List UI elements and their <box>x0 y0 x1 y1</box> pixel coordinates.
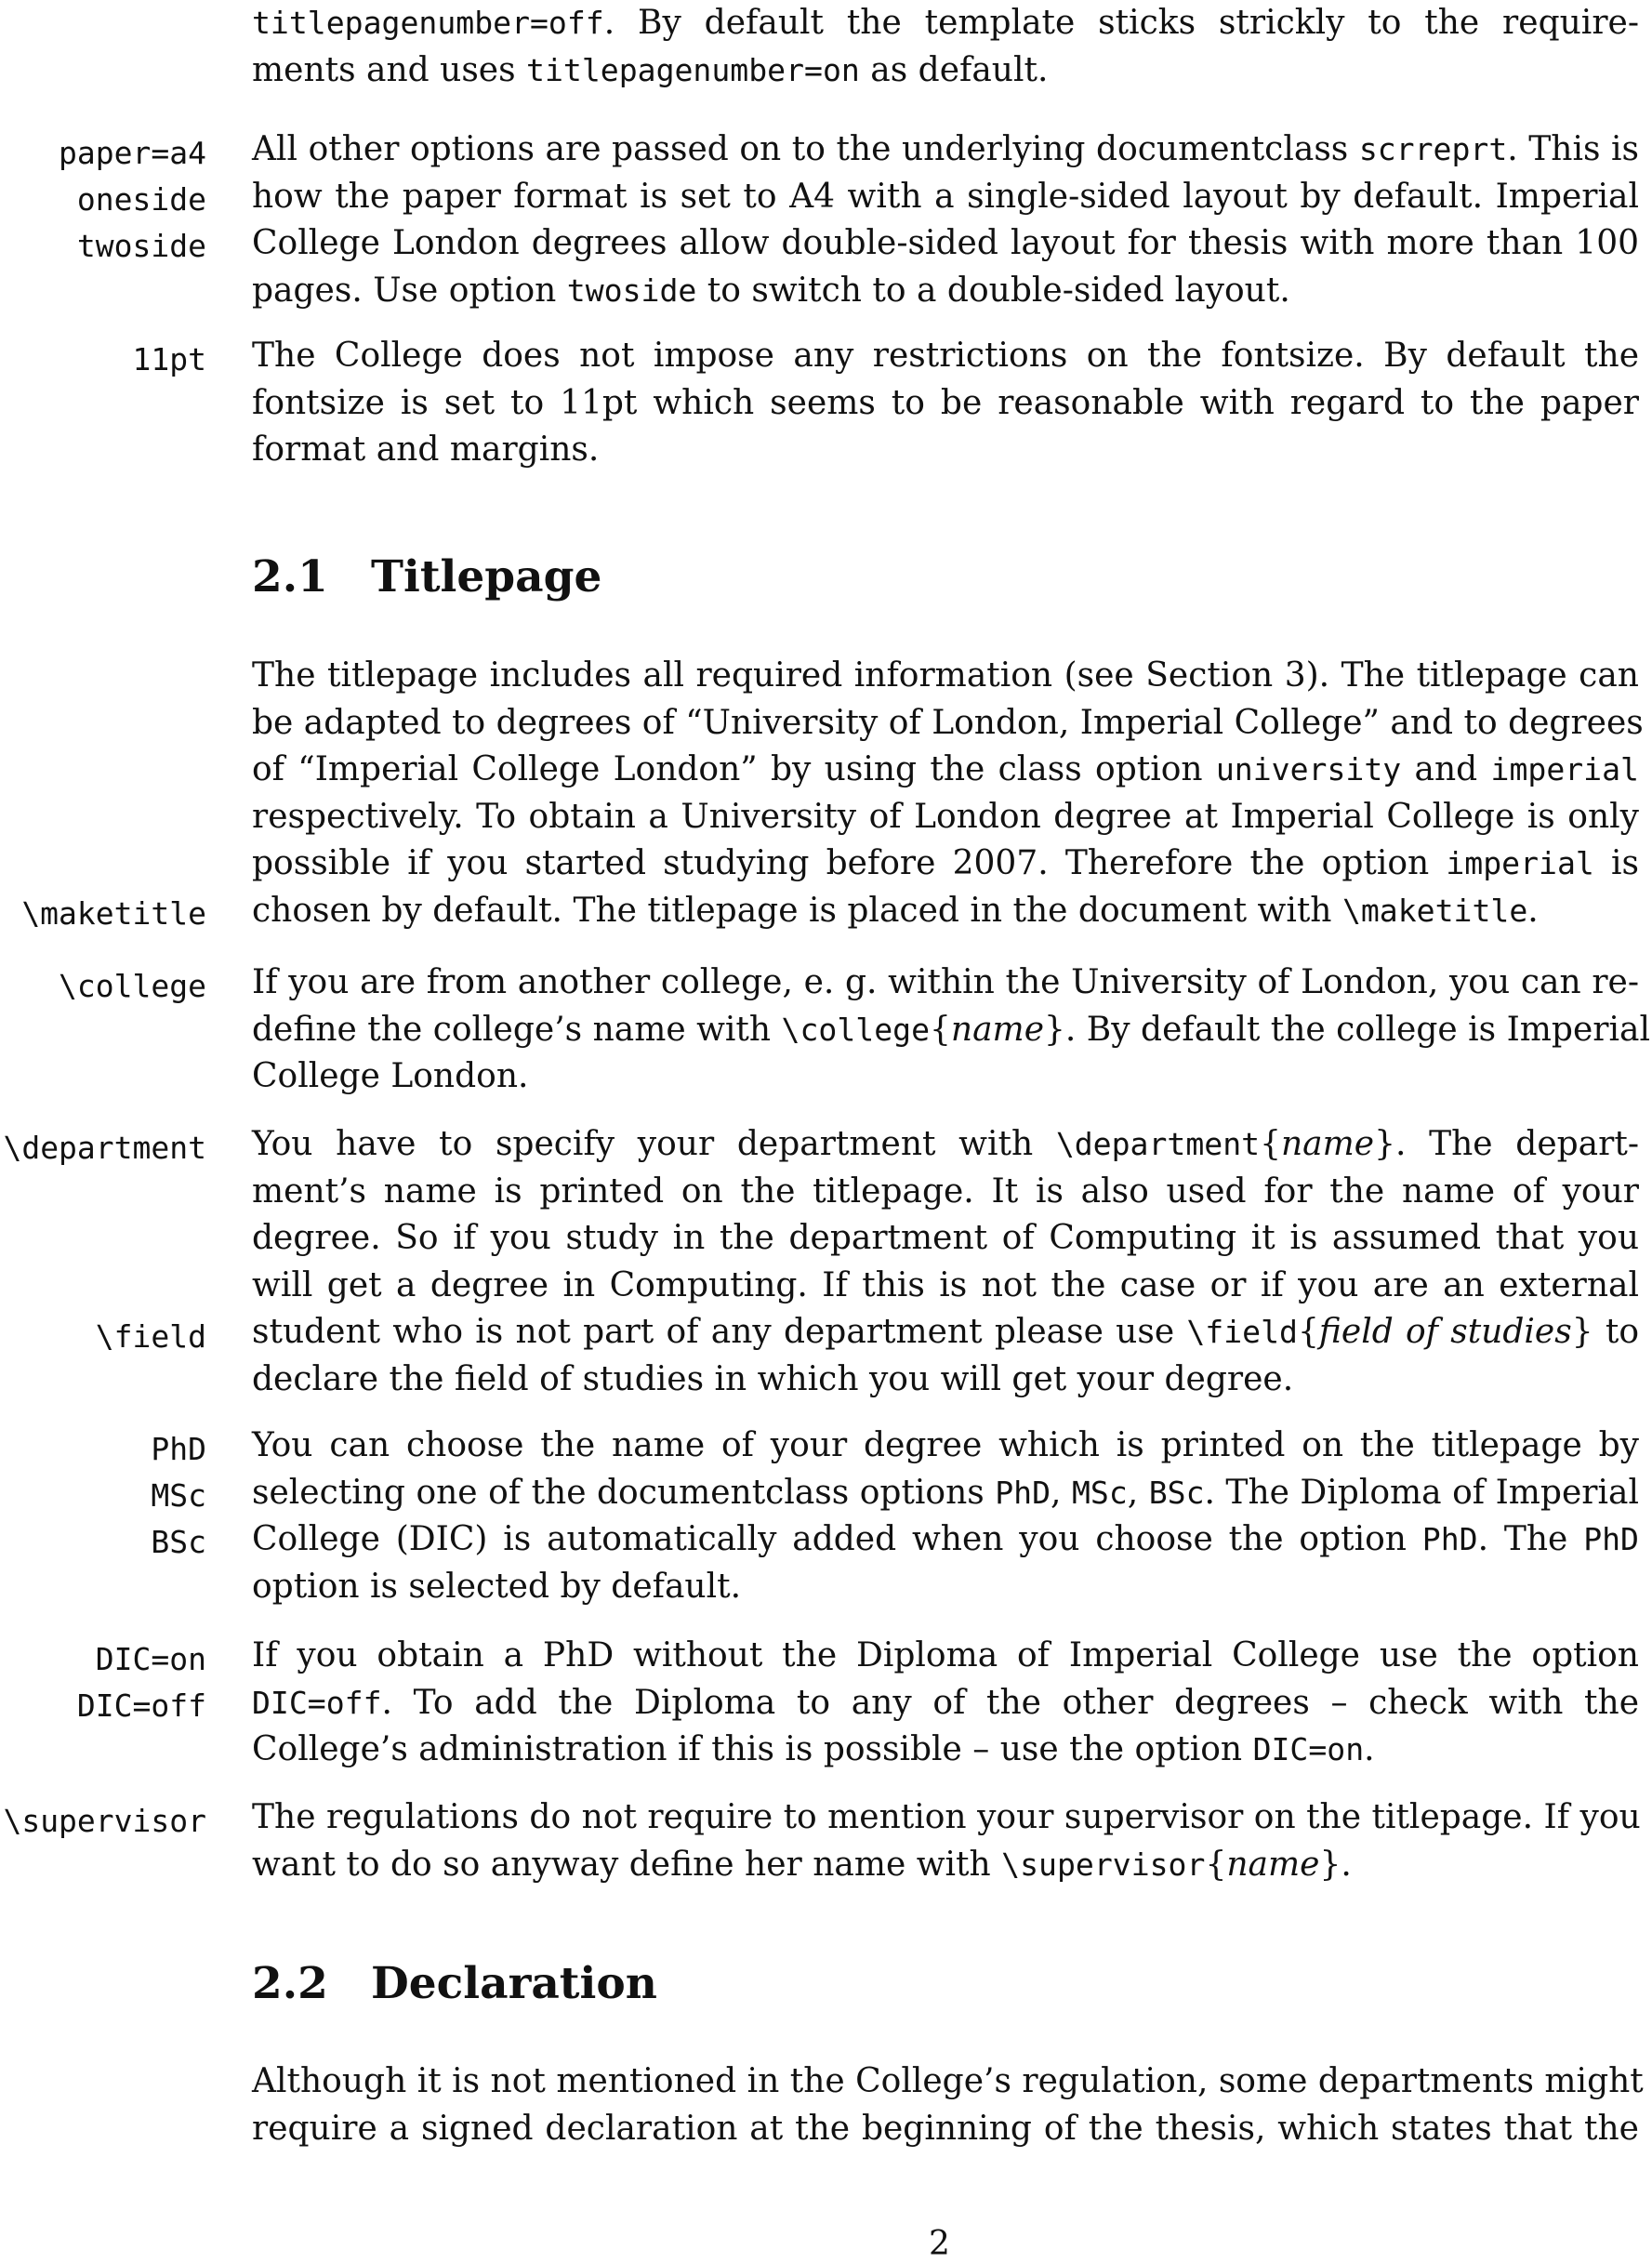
margin-note-paper-options: paper=a4 oneside twoside <box>59 135 206 264</box>
margin-note-dic: DIC=on DIC=off <box>76 1641 206 1724</box>
margin-note-college: \college <box>59 968 206 1004</box>
section-heading-titlepage: 2.1 Titlepage <box>252 551 602 602</box>
margin-note-field: \field <box>95 1318 206 1355</box>
paragraph-college: If you are from another college, e. g. within the University of London, you can re- define the college’s name with \college{name}. By default the college is Imperial College London. <box>252 963 1650 1095</box>
page-number: 2 <box>929 2225 950 2263</box>
paragraph-supervisor: The regulations do not require to mention your supervisor on the titlepage. If you want to do so anyway define her name with \supervisor{name}. <box>252 1798 1641 1884</box>
paragraph-department: You have to specify your department with \department{name}. The depart- ment’s name is printed on the titlepage. It is also used for the name of your degree. So if you study in the department of Computing it is assumed that you will get a degree in Computing. If this is not the case or if you are an external student who is not part of any department please use \field{field of studies} to declare the field of studies in which you will get your degree. <box>252 1125 1640 1398</box>
margin-note-degrees: PhD MSc BSc <box>151 1431 206 1560</box>
paragraph-documentclass-options: All other options are passed on to the underlying documentclass scrreprt. This is how the paper format is set to A4 with a single-sided layout by default. Imperial College London degrees allow double-sided layout for thesis with more than 100 pages. Use option twoside to switch to a double-sided layout. <box>252 130 1639 310</box>
margin-note-maketitle: \maketitle <box>21 895 206 932</box>
paragraph-titlepagenumber: titlepagenumber=off. By default the template sticks strickly to the require- ments and uses titlepagenumber=on as default. <box>252 4 1639 89</box>
margin-note-department: \department <box>3 1130 206 1166</box>
section-heading-declaration: 2.2 Declaration <box>252 1958 657 2009</box>
margin-note-fontsize: 11pt <box>132 341 206 377</box>
paragraph-declaration: Although it is not mentioned in the College’s regulation, some departments might require a signed declaration at the beginning of the thesis, which states that the <box>252 2062 1644 2148</box>
paragraph-degree: You can choose the name of your degree which is printed on the titlepage by selecting one of the documentclass options PhD, MSc, BSc. The Diploma of Imperial College (DIC) is automatically added when you choose the option PhD. The PhD option is selected by default. <box>252 1426 1639 1606</box>
paragraph-fontsize: The College does not impose any restrictions on the fontsize. By default the fontsize is set to 11pt which seems to be reasonable with regard to the paper format and margins. <box>252 337 1639 469</box>
paragraph-titlepage: The titlepage includes all required information (see Section 3). The titlepage can be adapted to degrees of “University of London, Imperial College” and to degrees of “Imperial College London” by using the class option university and imperial respectively. To obtain a University of London degree at Imperial College is only possible if you started studying before 2007. Therefore the option imperial is chosen by default. The titlepage is placed in the document with \maketitle. <box>252 656 1644 930</box>
margin-note-supervisor: \supervisor <box>3 1803 206 1839</box>
paragraph-dic: If you obtain a PhD without the Diploma of Imperial College use the option DIC=off. To add the Diploma to any of the other degrees – check with the College’s administration if this is possible – use the option DIC=on. <box>252 1636 1639 1768</box>
